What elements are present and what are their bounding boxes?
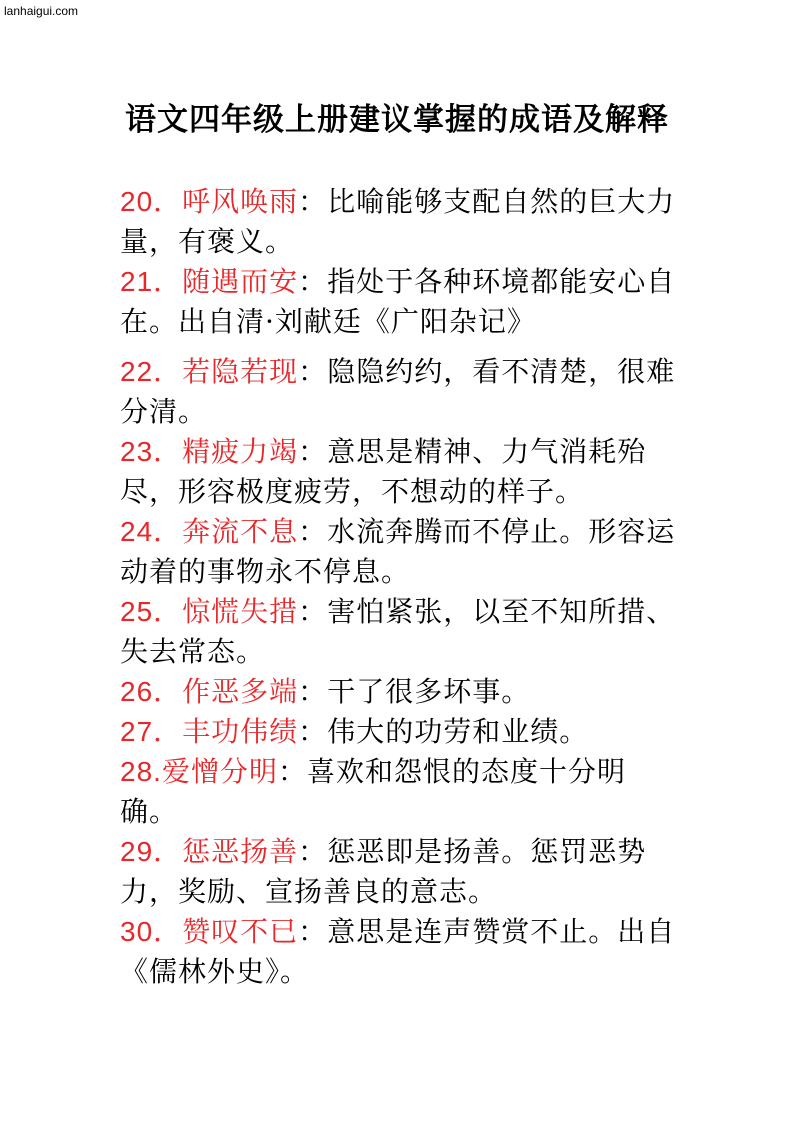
idiom-term: 随遇而安: [182, 265, 299, 298]
idiom-entry: [120, 182, 680, 262]
idiom-definition: 比喻能够支配自然的巨大力量，有褒义。: [120, 185, 676, 258]
idiom-definition: 喜欢和怨恨的态度十分明确。: [120, 755, 626, 828]
idiom-entry: [120, 752, 680, 832]
idiom-entry: [120, 432, 680, 512]
idiom-entry: [120, 912, 680, 992]
idiom-entry: [120, 592, 680, 672]
idiom-entry: [120, 832, 680, 912]
idiom-definition: 意思是精神、力气消耗殆尽，形容极度疲劳，不想动的样子。: [120, 435, 647, 508]
idiom-definition: 意思是连声赞赏不止。出自《儒林外史》。: [120, 915, 676, 988]
idiom-definition: 害怕紧张，以至不知所措、失去常态。: [120, 595, 676, 668]
entry-separator: ：: [298, 435, 328, 468]
entry-separator: ：: [298, 185, 328, 218]
entry-separator: ：: [298, 355, 328, 388]
idiom-definition: 水流奔腾而不停止。形容运动着的事物永不停息。: [120, 515, 676, 588]
idiom-term: 若隐若现: [182, 355, 299, 388]
idiom-definition: 干了很多坏事。: [327, 675, 531, 708]
entry-number: 28.: [120, 756, 162, 787]
idiom-term: 丰功伟绩: [182, 715, 299, 748]
idiom-entry: [120, 262, 680, 342]
idiom-definition: 伟大的功劳和业绩。: [327, 715, 589, 748]
idiom-definition: 指处于各种环境都能安心自在。出自清·刘献廷《广阳杂记》: [120, 265, 676, 338]
idiom-term: 呼风唤雨: [182, 185, 299, 218]
entry-separator: ：: [298, 715, 328, 748]
entry-number: 22．: [120, 356, 183, 387]
entry-number: 20．: [120, 186, 183, 217]
entry-separator: ：: [298, 915, 328, 948]
idiom-term: 惩恶扬善: [182, 835, 299, 868]
idiom-list: [120, 182, 680, 992]
entry-number: 27．: [120, 716, 183, 747]
entry-number: 24．: [120, 516, 183, 547]
entry-separator: ：: [298, 515, 328, 548]
site-label: lanhaigui.com: [4, 4, 79, 18]
idiom-entry: [120, 672, 680, 712]
idiom-term: 惊慌失措: [182, 595, 299, 628]
entry-separator: ：: [298, 595, 328, 628]
entry-separator: ：: [298, 675, 328, 708]
entry-number: 26．: [120, 676, 183, 707]
entry-separator: ：: [277, 755, 307, 788]
idiom-term: 爱憎分明: [161, 755, 278, 788]
entry-number: 30．: [120, 916, 183, 947]
idiom-term: 作恶多端: [182, 675, 299, 708]
idiom-term: 精疲力竭: [182, 435, 299, 468]
idiom-entry: [120, 352, 680, 432]
idiom-definition: 惩恶即是扬善。惩罚恶势力，奖励、宣扬善良的意志。: [120, 835, 647, 908]
entry-number: 29．: [120, 836, 183, 867]
entry-number: 23．: [120, 436, 183, 467]
idiom-entry: [120, 712, 680, 752]
entry-separator: ：: [298, 835, 328, 868]
entry-number: 25．: [120, 596, 183, 627]
entry-number: 21．: [120, 266, 183, 297]
entry-separator: ：: [298, 265, 328, 298]
page-title: 语文四年级上册建议掌握的成语及解释: [125, 102, 669, 138]
idiom-term: 赞叹不已: [182, 915, 299, 948]
idiom-definition: 隐隐约约，看不清楚，很难分清。: [120, 355, 676, 428]
idiom-term: 奔流不息: [182, 515, 299, 548]
idiom-entry: [120, 512, 680, 592]
